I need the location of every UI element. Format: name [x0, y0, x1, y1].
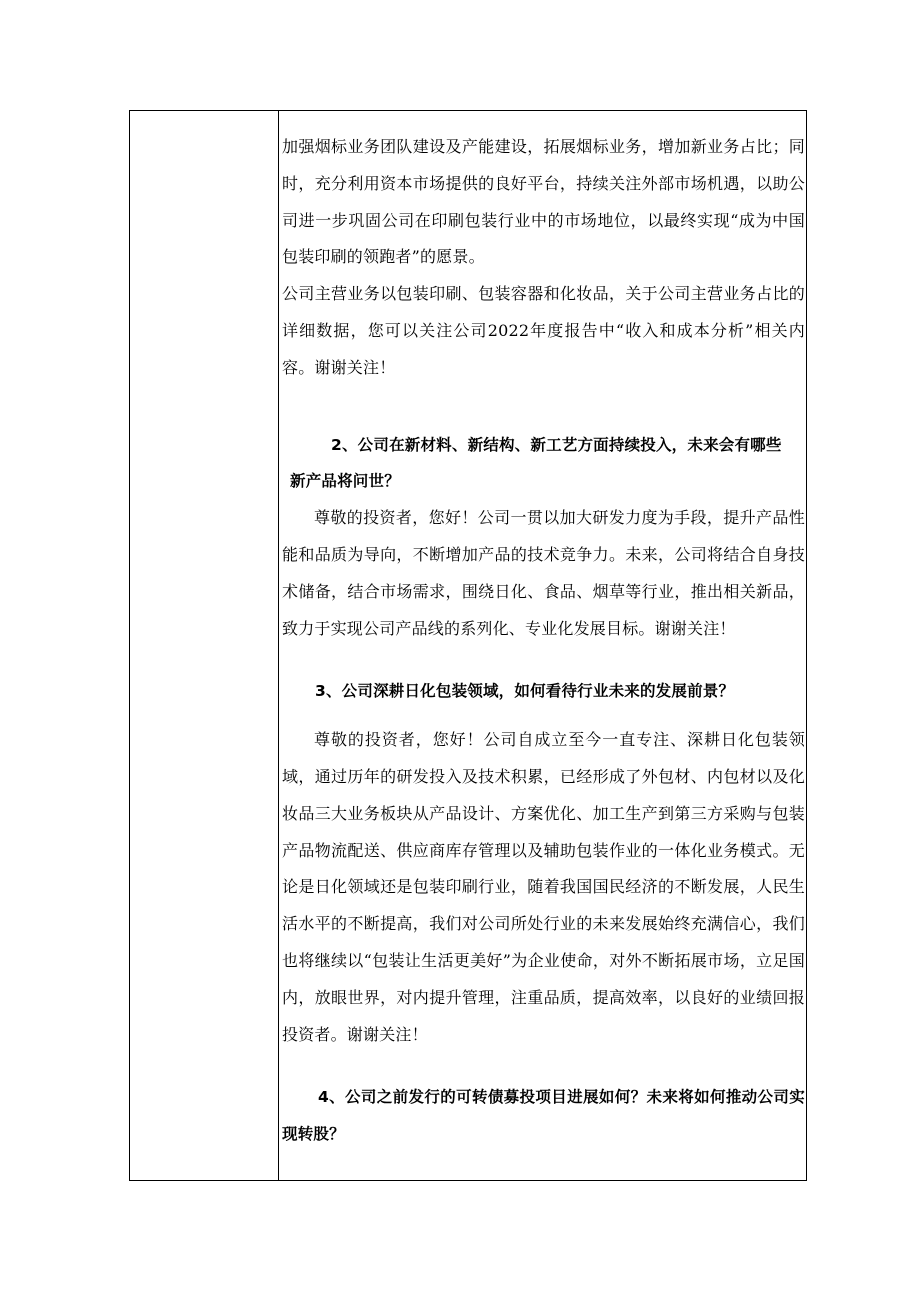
spacer	[279, 1053, 807, 1079]
table-content-cell	[279, 129, 807, 1179]
spacer	[279, 710, 807, 722]
question-2-line-2: 新产品将问世？	[290, 472, 400, 491]
question-2-line-1: 2、公司在新材料、新结构、新工艺方面持续投入，未来会有哪些	[331, 435, 782, 454]
qa-table	[129, 110, 807, 1181]
spacer	[279, 387, 807, 427]
question-2	[279, 427, 807, 501]
spacer	[279, 647, 807, 673]
answer-2: 尊敬的投资者，您好！公司一贯以加大研发力度为手段，提升产品性能和品质为导向，不断增加产品的技术竞争力。未来，公司将结合自身技术储备，结合市场需求，围绕日化、食品、烟草等行业，推出相关新品，致力于实现公司产品线的系列化、专业化发展目标。谢谢关注！	[282, 508, 805, 638]
table-left-cell	[130, 111, 278, 1180]
answer-3: 尊敬的投资者，您好！公司自成立至今一直专注、深耕日化包装领域，通过历年的研发投入及技术积累，已经形成了外包材、内包材以及化妆品三大业务板块从产品设计、方案优化、加工生产到第三方采购与包装产品物流配送、供应商库存管理以及辅助包装作业的一体化业务模式。无论是日化领域还是包装印刷行业，随着我国国民经济的不断发展，人民生活水平的不断提高，我们对公司所处行业的未来发展始终充满信心，我们也将继续以“包装让生活更美好”为企业使命，对外不断拓展市场，立足国内，放眼世界，对内提升管理，注重品质，提高效率，以良好的业绩回报投资者。谢谢关注！	[282, 730, 805, 1044]
question-3: 3、公司深耕日化包装领域，如何看待行业未来的发展前景？	[315, 682, 735, 701]
paragraph-continuation: 加强烟标业务团队建设及产能建设，拓展烟标业务，增加新业务占比；同时，充分利用资本市场提供的良好平台，持续关注外部市场机遇，以助公司进一步巩固公司在印刷包装行业中的市场地位，以最终实现“成为中国包装印刷的领跑者”的愿景。	[282, 137, 805, 267]
paragraph-main-business: 公司主营业务以包装印刷、包装容器和化妆品，关于公司主营业务占比的详细数据，您可以关注公司2022年度报告中“收入和成本分析”相关内容。谢谢关注！	[282, 284, 805, 377]
question-4: 4、公司之前发行的可转债募投项目进展如何？未来将如何推动公司实现转股？	[282, 1088, 805, 1144]
